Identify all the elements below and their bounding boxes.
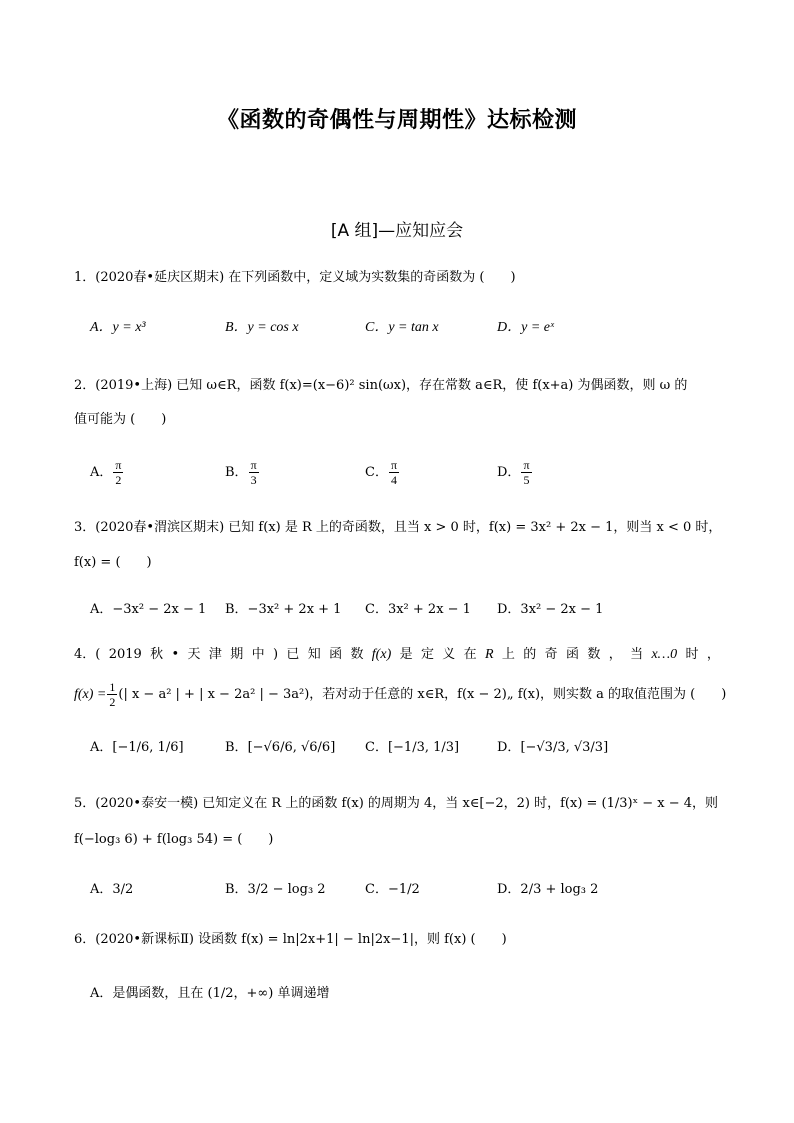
question-1-stem: 1．(2020春•延庆区期末) 在下列函数中，定义域为实数集的奇函数为 ( ) (74, 270, 516, 285)
section-heading: [A 组]—应知应会 (330, 221, 464, 241)
question-2-option-c: C． $\frac{\pi}{4}$ (365, 458, 398, 487)
question-2-option-d: D． $\frac{\pi}{5}$ (497, 458, 530, 487)
question-4-option-a: A．[−1/6, 1/6] (90, 740, 184, 755)
question-3-option-d: D．3x² − 2x − 1 (497, 602, 604, 617)
question-5-option-a: A．3/2 (90, 882, 134, 897)
question-1-option-c: C．y = tan x (365, 320, 439, 335)
question-5-option-c: C．−1/2 (365, 882, 420, 897)
question-3-stem-line-1: 3．(2020春•渭滨区期末) 已知 f(x) 是 R 上的奇函数，且当 x > 0 时，f(x) = 3x² + 2x − 1，则当 x < 0 时， (74, 520, 722, 535)
question-5-stem-line-1: 5．(2020•泰安一模) 已知定义在 R 上的函数 f(x) 的周期为 4，当 x∈[−2，2) 时，f(x) = (1/3)ˣ − x − 4，则 (74, 796, 719, 811)
question-4-option-d: D．[−√3/3, √3/3] (497, 740, 609, 755)
question-4-stem-line-2: f(x) = $\frac{1}{2}$ (| x − a² | + | x − 2a² | − 3a²)，若对动于任意的 x∈R，f(x − 2)„ f(x)，则实数 a 的取值范围为 ( ) (74, 680, 727, 709)
question-3-option-a: A．−3x² − 2x − 1 (90, 602, 207, 617)
question-1-option-b: B．y = cos x (225, 320, 299, 335)
question-3-option-b: B．−3x² + 2x + 1 (225, 602, 342, 617)
question-6-stem: 6．(2020•新课标Ⅱ) 设函数 f(x) = ln|2x+1| − ln|2x−1|，则 f(x) ( ) (74, 932, 507, 947)
question-2-stem-line-1: 2．(2019•上海) 已知 ω∈R，函数 f(x)=(x−6)² sin(ωx)，存在常数 a∈R，使 f(x+a) 为偶函数，则 ω 的 (74, 378, 688, 393)
question-4-option-b: B．[−√6/6, √6/6] (225, 740, 336, 755)
document-title: 《函数的奇偶性与周期性》达标检测 (216, 108, 577, 133)
question-4-stem-line-1: 4．( 2019 秋 • 天 津 期 中 ) 已 知 函 数 f(x) 是 定 义 在 R 上 的 奇 函 数 ， 当 x…0 时 ， (74, 647, 720, 662)
question-2-option-a: A． $\frac{\pi}{2}$ (90, 458, 122, 487)
question-1-option-d: D．y = eˣ (497, 320, 554, 335)
question-4-option-c: C．[−1/3, 1/3] (365, 740, 460, 755)
question-3-stem-line-2: f(x) = ( ) (74, 555, 152, 570)
question-5-option-d: D．2/3 + log₃ 2 (497, 882, 599, 897)
question-3-option-c: C．3x² + 2x − 1 (365, 602, 471, 617)
question-5-option-b: B．3/2 − log₃ 2 (225, 882, 326, 897)
question-2-option-b: B． $\frac{\pi}{3}$ (225, 458, 257, 487)
question-1-option-a: A．y = x³ (90, 320, 146, 335)
question-2-stem-line-2: 值可能为 ( ) (74, 412, 167, 427)
question-6-option-a: A．是偶函数，且在 (1/2，+∞) 单调递增 (90, 986, 330, 1001)
question-5-stem-line-2: f(−log₃ 6) + f(log₃ 54) = ( ) (74, 832, 274, 847)
